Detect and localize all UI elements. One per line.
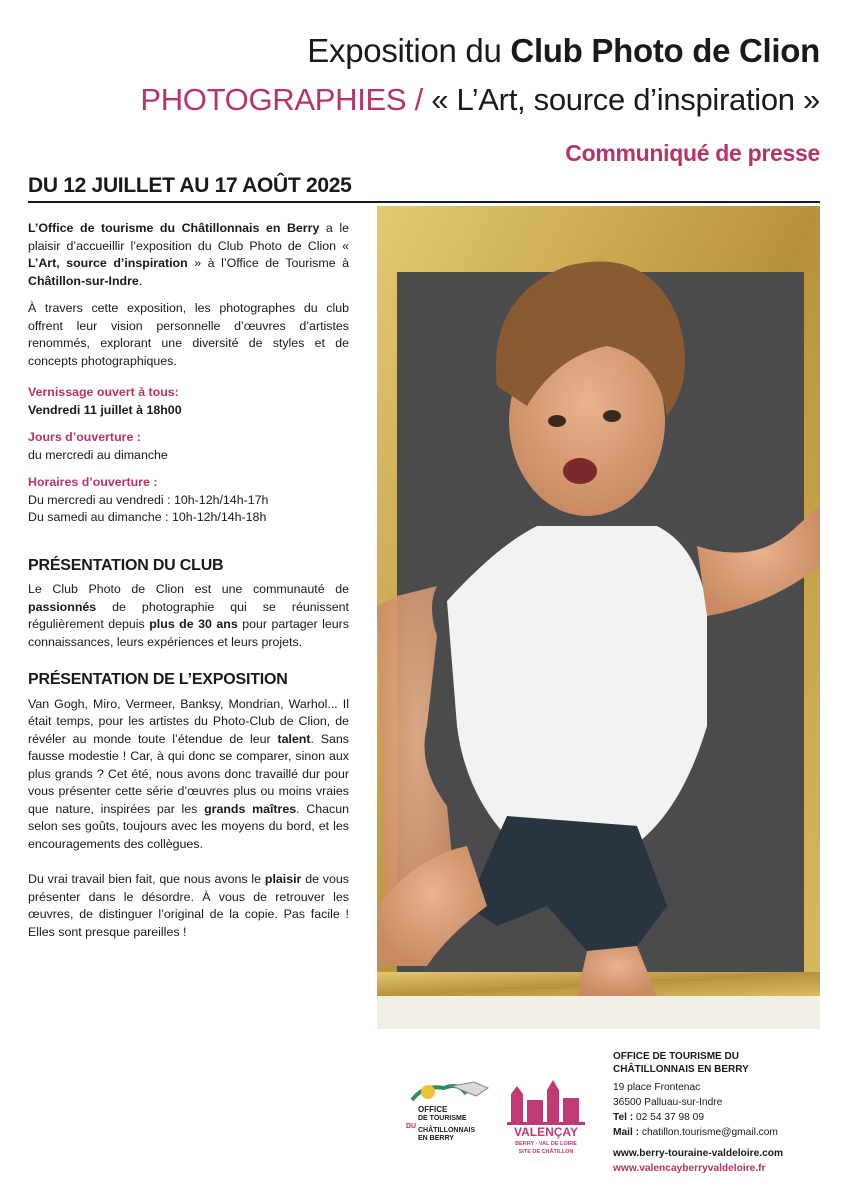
expo-text-2: . Sans fausse modestie ! Car, à qui donc se comparer, sinon aux plus grands ? Cet été, nous avons donc travaillé dur pour vous présenter cette série d’œuvres plus ou moins vraies que nature, inspirées par les — [28, 731, 349, 816]
logo1-text-region: CHÂTILLONNAIS — [418, 1127, 476, 1134]
expo-p2-text-1: Du vrai travail bien fait, que nous avons le — [28, 872, 265, 886]
email — [613, 1125, 823, 1140]
page-subtitle — [140, 82, 820, 118]
title-club-name: Club Photo de Clion — [510, 32, 820, 69]
org-name-line1: OFFICE DE TOURISME DU — [613, 1051, 739, 1062]
office-tourism-logo — [404, 1074, 500, 1154]
vernissage-value: Vendredi 11 juillet à 18h00 — [28, 402, 182, 417]
logo1-text-du: DU — [406, 1123, 417, 1130]
exhibition-section-heading: PRÉSENTATION DE L’EXPOSITION — [28, 671, 288, 688]
expo-bold-1: talent — [277, 731, 311, 746]
club-text-1: Le Club Photo de Clion est une communauté de — [28, 582, 349, 596]
org-name — [613, 1050, 823, 1076]
logo2-text-site: SITE DE CHÂTILLON — [518, 1149, 574, 1155]
vernissage-label: Vernissage ouvert à tous: — [28, 385, 179, 399]
exhibition-paragraph-2 — [28, 871, 349, 941]
expo-p2-text-2: de vous présenter dans le désordre. À vous de retrouver les œuvres, de distinguer l’original de la copie. Pas facile ! Elles sont presque pareilles ! — [28, 872, 349, 939]
exhibition-dates: DU 12 JUILLET AU 17 AOÛT 2025 — [28, 174, 352, 197]
intro-town: Châtillon-sur-Indre — [28, 273, 139, 288]
opening-days-label: Jours d’ouverture : — [28, 430, 141, 444]
logo2-text-valencay: VALENÇAY — [513, 1125, 579, 1139]
club-bold-2: plus de 30 ans — [149, 617, 238, 631]
address-line-1: 19 place Frontenac — [613, 1082, 701, 1093]
email-label: Mail : — [613, 1127, 640, 1138]
intro-paragraph-1 — [28, 220, 349, 290]
opening-hours-weekend: Du samedi au dimanche : 10h-12h/14h-18h — [28, 510, 267, 524]
club-bold-1: passionnés — [28, 599, 97, 614]
org-name-line2: CHÂTILLONNAIS EN BERRY — [613, 1064, 749, 1075]
white-tank-top — [447, 526, 707, 856]
body-text-column — [28, 220, 349, 941]
phone-label: Tel : — [613, 1112, 634, 1123]
phone-value: 02 54 37 98 09 — [633, 1112, 704, 1123]
expo-bold-2: grands maîtres — [204, 801, 297, 816]
club-text-2: de photographie qui se réunissent régulièrement depuis — [28, 599, 349, 631]
opening-days-value: du mercredi au dimanche — [28, 447, 168, 462]
intro-paragraph-2: À travers cette exposition, les photographes du club offrent leur vision personnelle d’œuvres d’artistes renommés, explorant une diversité de styles et de concepts photographiques. — [28, 301, 349, 368]
intro-office-name: L’Office de tourisme du Châtillonnais en Berry — [28, 221, 320, 235]
phone — [613, 1110, 823, 1125]
surprised-mouth — [563, 458, 597, 484]
website-link-1[interactable]: www.berry-touraine-valdeloire.com — [613, 1148, 784, 1159]
subtitle-exhibition-name: « L’Art, source d’inspiration » — [431, 82, 820, 117]
title-prefix: Exposition du — [307, 32, 511, 69]
logo1-text-berry: EN BERRY — [418, 1135, 454, 1142]
press-release-label: Communiqué de presse — [565, 140, 820, 166]
valencay-logo — [503, 1070, 589, 1156]
address-line-2: 36500 Palluau-sur-Indre — [613, 1097, 723, 1108]
chateau-icon — [511, 1080, 579, 1122]
intro-text-3: . — [138, 273, 143, 288]
header-divider — [28, 201, 820, 203]
expo-text-1: Van Gogh, Miro, Vermeer, Banksy, Mondrian, Warhol... Il était temps, pour les artistes du Photo-Club de Clion, de révéler au monde toute l’étendue de leur — [28, 696, 349, 746]
contact-block — [613, 1050, 823, 1176]
website-link-2[interactable]: www.valencayberryvaldeloire.fr — [613, 1163, 766, 1174]
intro-text-2: » à l’Office de Tourisme à — [187, 256, 350, 270]
opening-hours-label: Horaires d’ouverture : — [28, 475, 158, 489]
expo-p2-bold: plaisir — [264, 872, 302, 886]
exhibition-paragraph-1 — [28, 696, 349, 854]
club-paragraph — [28, 581, 349, 651]
expo-text-3: . Chacun selon ses goûts, toujours avec les moyens du bord, et les encouragements des collègues. — [28, 801, 350, 851]
email-value: chatillon.tourisme@gmail.com — [639, 1127, 778, 1138]
framed-child-photo — [377, 206, 820, 1029]
intro-text-1: a le plaisir d’accueillir l’exposition du Club Photo de Clion « — [28, 221, 349, 253]
club-text-3: pour partager leurs connaissances, leurs expériences et leurs projets. — [28, 617, 349, 649]
logo2-text-region: BERRY · VAL DE LOIRE — [515, 1141, 577, 1147]
club-section-heading: PRÉSENTATION DU CLUB — [28, 556, 224, 574]
page-title — [307, 32, 820, 70]
opening-hours-weekday: Du mercredi au vendredi : 10h-12h/14h-17h — [28, 492, 269, 507]
logo1-text-tourism: DE TOURISME — [418, 1115, 467, 1122]
logo1-text-office: OFFICE — [418, 1105, 448, 1114]
intro-exhibition-name: L’Art, source d’inspiration — [28, 256, 188, 270]
subtitle-category: PHOTOGRAPHIES / — [140, 82, 432, 117]
